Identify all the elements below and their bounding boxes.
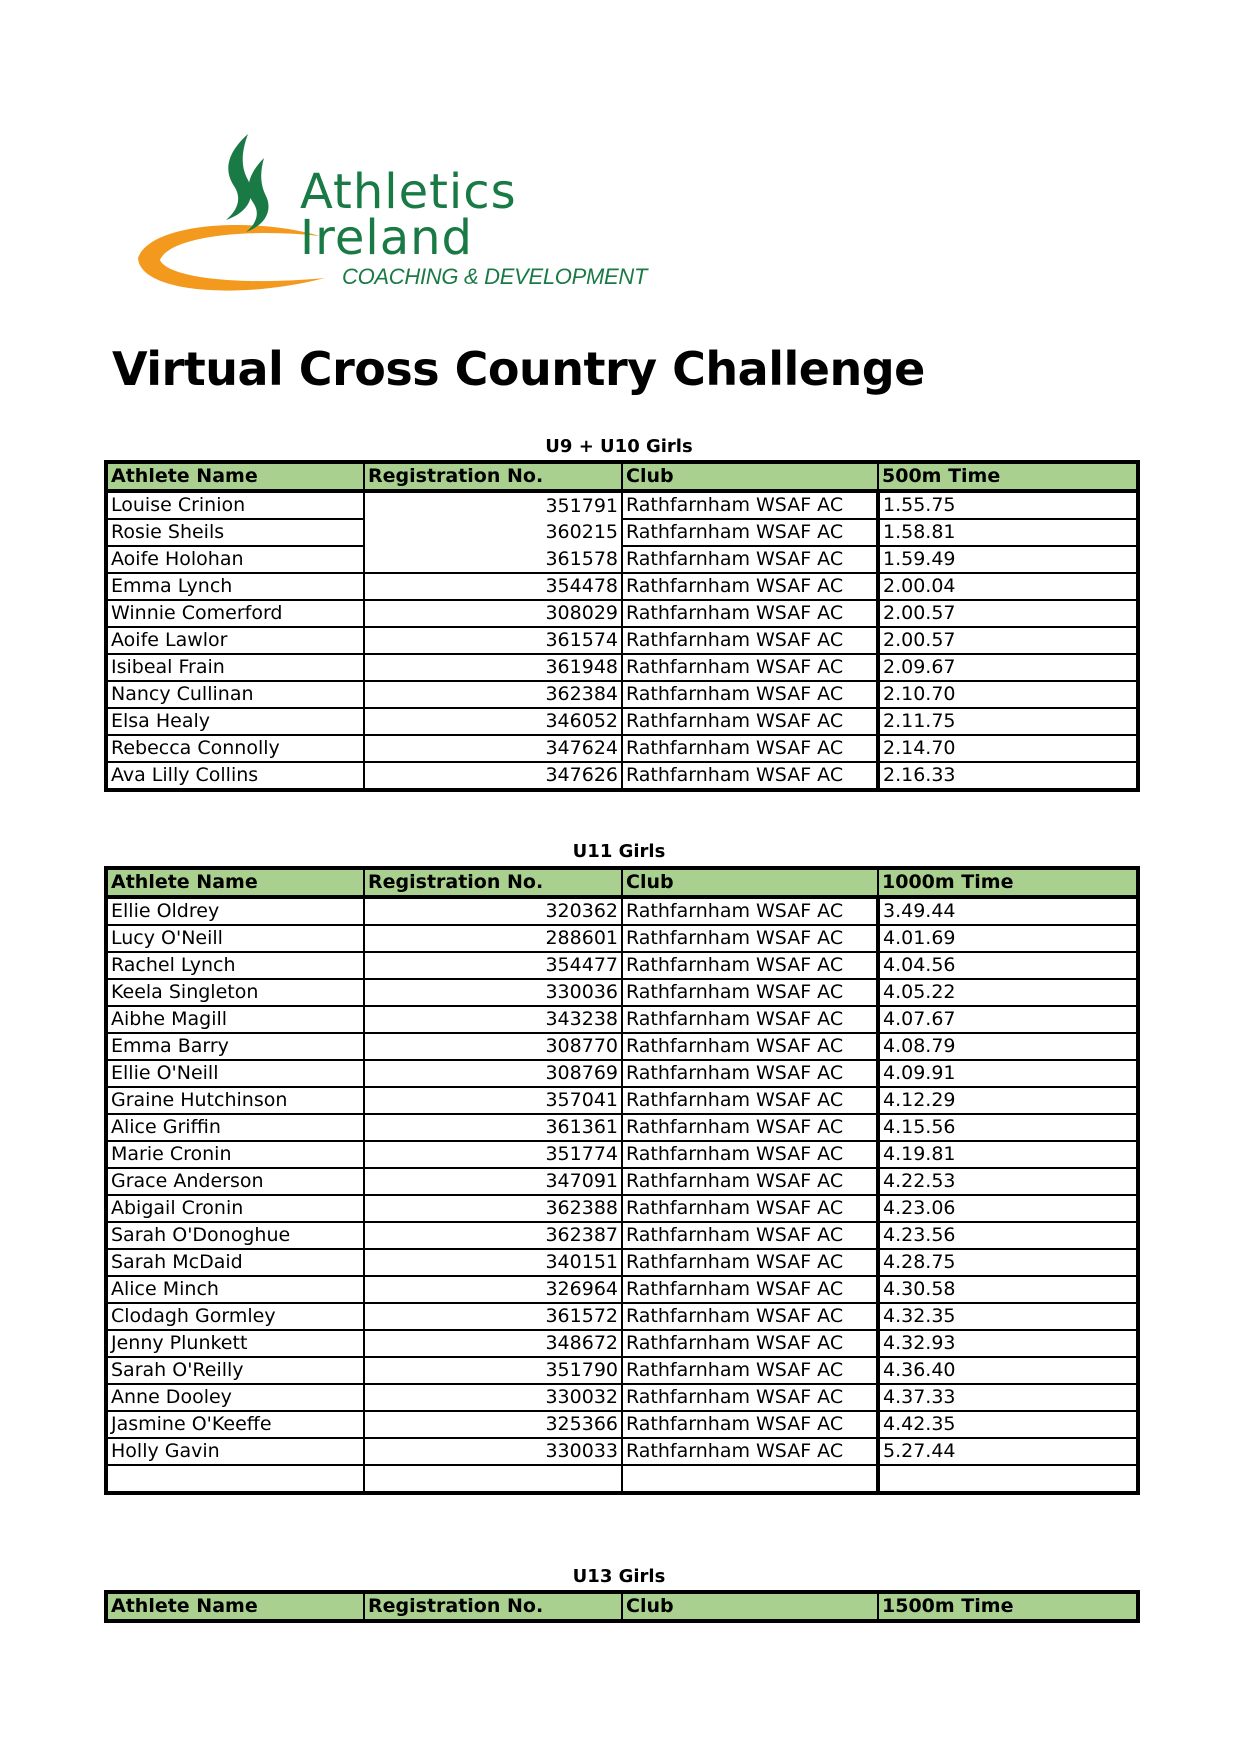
cell-club: Rathfarnham WSAF AC xyxy=(622,762,878,790)
cell-time xyxy=(878,1465,1138,1493)
cell-time: 2.16.33 xyxy=(878,762,1138,790)
header-row xyxy=(106,1592,1138,1621)
cell-club: Rathfarnham WSAF AC xyxy=(622,1249,878,1276)
cell-athlete-name: Isibeal Frain xyxy=(106,654,364,681)
logo-line-athletics: Athletics xyxy=(300,164,517,220)
cell-athlete-name: Clodagh Gormley xyxy=(106,1303,364,1330)
cell-athlete-name: Lucy O'Neill xyxy=(106,925,364,952)
cell-registration-no: 351790 xyxy=(364,1357,622,1384)
column-header-registration-no: Registration No. xyxy=(364,1592,622,1621)
cell-registration-no: 361572 xyxy=(364,1303,622,1330)
section-title-u9-u10: U9 + U10 Girls xyxy=(545,436,693,457)
cell-club: Rathfarnham WSAF AC xyxy=(622,1384,878,1411)
cell-registration-no: 362388 xyxy=(364,1195,622,1222)
cell-registration-no: 326964 xyxy=(364,1276,622,1303)
cell-athlete-name: Jasmine O'Keeffe xyxy=(106,1411,364,1438)
cell-time: 4.04.56 xyxy=(878,952,1138,979)
table-row xyxy=(106,1006,1138,1033)
cell-time: 4.36.40 xyxy=(878,1357,1138,1384)
cell-athlete-name: Aoife Holohan xyxy=(106,546,364,573)
table-row xyxy=(106,735,1138,762)
table-row xyxy=(106,762,1138,790)
table-row xyxy=(106,952,1138,979)
table-row xyxy=(106,1060,1138,1087)
cell-athlete-name: Rosie Sheils xyxy=(106,519,364,546)
column-header-time: 500m Time xyxy=(878,462,1138,491)
cell-registration-no: 361578 xyxy=(364,546,622,573)
cell-club: Rathfarnham WSAF AC xyxy=(622,1195,878,1222)
cell-athlete-name: Grace Anderson xyxy=(106,1168,364,1195)
header-row xyxy=(106,462,1138,491)
table-row xyxy=(106,600,1138,627)
column-header-athlete-name: Athlete Name xyxy=(106,1592,364,1621)
cell-club: Rathfarnham WSAF AC xyxy=(622,654,878,681)
cell-athlete-name: Alice Minch xyxy=(106,1276,364,1303)
cell-registration-no: 351791 xyxy=(364,491,622,519)
cell-club: Rathfarnham WSAF AC xyxy=(622,681,878,708)
header-row xyxy=(106,868,1138,897)
cell-club: Rathfarnham WSAF AC xyxy=(622,600,878,627)
table-row xyxy=(106,1033,1138,1060)
cell-athlete-name: Emma Lynch xyxy=(106,573,364,600)
cell-athlete-name: Elsa Healy xyxy=(106,708,364,735)
cell-athlete-name: Abigail Cronin xyxy=(106,1195,364,1222)
cell-time: 4.08.79 xyxy=(878,1033,1138,1060)
cell-club: Rathfarnham WSAF AC xyxy=(622,979,878,1006)
cell-club: Rathfarnham WSAF AC xyxy=(622,1438,878,1465)
table-row xyxy=(106,519,1138,546)
table-row xyxy=(106,897,1138,925)
cell-athlete-name: Winnie Comerford xyxy=(106,600,364,627)
table-row xyxy=(106,1195,1138,1222)
cell-registration-no: 361361 xyxy=(364,1114,622,1141)
results-table-u9-u10 xyxy=(104,460,1140,792)
cell-time: 1.59.49 xyxy=(878,546,1138,573)
cell-athlete-name: Aoife Lawlor xyxy=(106,627,364,654)
cell-registration-no: 351774 xyxy=(364,1141,622,1168)
cell-athlete-name: Sarah McDaid xyxy=(106,1249,364,1276)
cell-registration-no: 308770 xyxy=(364,1033,622,1060)
table-row xyxy=(106,1357,1138,1384)
cell-time: 2.00.04 xyxy=(878,573,1138,600)
cell-registration-no: 325366 xyxy=(364,1411,622,1438)
table-row xyxy=(106,654,1138,681)
table-row xyxy=(106,546,1138,573)
cell-registration-no: 354478 xyxy=(364,573,622,600)
table-row xyxy=(106,1249,1138,1276)
cell-registration-no: 347626 xyxy=(364,762,622,790)
table-row xyxy=(106,627,1138,654)
logo-line-ireland: Ireland xyxy=(300,210,474,266)
column-header-time: 1000m Time xyxy=(878,868,1138,897)
cell-athlete-name: Aibhe Magill xyxy=(106,1006,364,1033)
cell-time: 4.30.58 xyxy=(878,1276,1138,1303)
cell-time: 4.01.69 xyxy=(878,925,1138,952)
table-row xyxy=(106,1087,1138,1114)
cell-time: 4.15.56 xyxy=(878,1114,1138,1141)
cell-time: 4.32.93 xyxy=(878,1330,1138,1357)
table-row xyxy=(106,1411,1138,1438)
cell-registration-no: 320362 xyxy=(364,897,622,925)
cell-time: 2.14.70 xyxy=(878,735,1138,762)
table-row xyxy=(106,573,1138,600)
cell-registration-no: 330036 xyxy=(364,979,622,1006)
cell-club: Rathfarnham WSAF AC xyxy=(622,519,878,546)
cell-time: 4.12.29 xyxy=(878,1087,1138,1114)
table-row xyxy=(106,491,1138,519)
cell-registration-no: 361574 xyxy=(364,627,622,654)
cell-athlete-name: Anne Dooley xyxy=(106,1384,364,1411)
page-title: Virtual Cross Country Challenge xyxy=(112,342,925,396)
results-table-u11 xyxy=(104,866,1140,1495)
cell-time: 5.27.44 xyxy=(878,1438,1138,1465)
cell-registration-no: 308029 xyxy=(364,600,622,627)
athletics-ireland-logo xyxy=(130,128,690,318)
cell-club: Rathfarnham WSAF AC xyxy=(622,1006,878,1033)
cell-athlete-name: Emma Barry xyxy=(106,1033,364,1060)
cell-time: 4.07.67 xyxy=(878,1006,1138,1033)
cell-registration-no: 357041 xyxy=(364,1087,622,1114)
cell-time: 1.58.81 xyxy=(878,519,1138,546)
cell-time: 2.10.70 xyxy=(878,681,1138,708)
cell-time: 2.00.57 xyxy=(878,627,1138,654)
column-header-club: Club xyxy=(622,462,878,491)
cell-club: Rathfarnham WSAF AC xyxy=(622,1087,878,1114)
cell-club: Rathfarnham WSAF AC xyxy=(622,1168,878,1195)
cell-athlete-name: Ellie O'Neill xyxy=(106,1060,364,1087)
cell-registration-no: 330033 xyxy=(364,1438,622,1465)
table-row xyxy=(106,1303,1138,1330)
results-table-u13 xyxy=(104,1590,1140,1623)
cell-time: 2.11.75 xyxy=(878,708,1138,735)
column-header-athlete-name: Athlete Name xyxy=(106,462,364,491)
table-row xyxy=(106,1465,1138,1493)
cell-club: Rathfarnham WSAF AC xyxy=(622,925,878,952)
table-row xyxy=(106,1141,1138,1168)
table-row xyxy=(106,1222,1138,1249)
cell-athlete-name: Jenny Plunkett xyxy=(106,1330,364,1357)
cell-time: 4.19.81 xyxy=(878,1141,1138,1168)
cell-time: 4.23.56 xyxy=(878,1222,1138,1249)
table-row xyxy=(106,1276,1138,1303)
cell-registration-no: 362387 xyxy=(364,1222,622,1249)
cell-club: Rathfarnham WSAF AC xyxy=(622,952,878,979)
cell-time: 1.55.75 xyxy=(878,491,1138,519)
cell-time: 2.00.57 xyxy=(878,600,1138,627)
cell-athlete-name: Rachel Lynch xyxy=(106,952,364,979)
cell-club: Rathfarnham WSAF AC xyxy=(622,573,878,600)
column-header-registration-no: Registration No. xyxy=(364,462,622,491)
table-row xyxy=(106,1330,1138,1357)
table-row xyxy=(106,1438,1138,1465)
cell-time: 4.09.91 xyxy=(878,1060,1138,1087)
cell-club: Rathfarnham WSAF AC xyxy=(622,1141,878,1168)
cell-athlete-name: Graine Hutchinson xyxy=(106,1087,364,1114)
cell-registration-no: 340151 xyxy=(364,1249,622,1276)
table-row xyxy=(106,925,1138,952)
cell-registration-no: 348672 xyxy=(364,1330,622,1357)
cell-registration-no: 330032 xyxy=(364,1384,622,1411)
cell-club: Rathfarnham WSAF AC xyxy=(622,1411,878,1438)
cell-club: Rathfarnham WSAF AC xyxy=(622,1222,878,1249)
section-title-u13: U13 Girls xyxy=(572,1566,666,1587)
cell-registration-no: 361948 xyxy=(364,654,622,681)
cell-athlete-name: Rebecca Connolly xyxy=(106,735,364,762)
cell-time: 4.37.33 xyxy=(878,1384,1138,1411)
cell-athlete-name: Ava Lilly Collins xyxy=(106,762,364,790)
table-row xyxy=(106,1114,1138,1141)
section-title-u11: U11 Girls xyxy=(572,841,666,862)
cell-athlete-name: Marie Cronin xyxy=(106,1141,364,1168)
cell-time: 4.22.53 xyxy=(878,1168,1138,1195)
cell-registration-no: 347624 xyxy=(364,735,622,762)
cell-club: Rathfarnham WSAF AC xyxy=(622,897,878,925)
cell-registration-no: 362384 xyxy=(364,681,622,708)
cell-time: 4.05.22 xyxy=(878,979,1138,1006)
cell-athlete-name: Sarah O'Donoghue xyxy=(106,1222,364,1249)
cell-club: Rathfarnham WSAF AC xyxy=(622,546,878,573)
cell-club: Rathfarnham WSAF AC xyxy=(622,708,878,735)
table-row xyxy=(106,1168,1138,1195)
cell-club: Rathfarnham WSAF AC xyxy=(622,1330,878,1357)
cell-athlete-name: Alice Griffin xyxy=(106,1114,364,1141)
cell-club: Rathfarnham WSAF AC xyxy=(622,735,878,762)
cell-time: 3.49.44 xyxy=(878,897,1138,925)
cell-athlete-name: Ellie Oldrey xyxy=(106,897,364,925)
cell-registration-no: 288601 xyxy=(364,925,622,952)
cell-registration-no xyxy=(364,1465,622,1493)
cell-time: 4.32.35 xyxy=(878,1303,1138,1330)
cell-club: Rathfarnham WSAF AC xyxy=(622,491,878,519)
cell-club: Rathfarnham WSAF AC xyxy=(622,627,878,654)
cell-athlete-name: Louise Crinion xyxy=(106,491,364,519)
table-row xyxy=(106,979,1138,1006)
cell-club: Rathfarnham WSAF AC xyxy=(622,1276,878,1303)
cell-registration-no: 360215 xyxy=(364,519,622,546)
cell-athlete-name: Sarah O'Reilly xyxy=(106,1357,364,1384)
cell-athlete-name: Nancy Cullinan xyxy=(106,681,364,708)
cell-club: Rathfarnham WSAF AC xyxy=(622,1357,878,1384)
cell-time: 4.28.75 xyxy=(878,1249,1138,1276)
cell-time: 4.42.35 xyxy=(878,1411,1138,1438)
cell-time: 2.09.67 xyxy=(878,654,1138,681)
cell-registration-no: 346052 xyxy=(364,708,622,735)
cell-athlete-name xyxy=(106,1465,364,1493)
cell-registration-no: 308769 xyxy=(364,1060,622,1087)
column-header-club: Club xyxy=(622,1592,878,1621)
cell-registration-no: 347091 xyxy=(364,1168,622,1195)
cell-club: Rathfarnham WSAF AC xyxy=(622,1060,878,1087)
table-row xyxy=(106,708,1138,735)
cell-time: 4.23.06 xyxy=(878,1195,1138,1222)
column-header-time: 1500m Time xyxy=(878,1592,1138,1621)
cell-registration-no: 354477 xyxy=(364,952,622,979)
cell-club xyxy=(622,1465,878,1493)
column-header-club: Club xyxy=(622,868,878,897)
column-header-athlete-name: Athlete Name xyxy=(106,868,364,897)
cell-registration-no: 343238 xyxy=(364,1006,622,1033)
cell-club: Rathfarnham WSAF AC xyxy=(622,1033,878,1060)
logo-subtitle: COACHING & DEVELOPMENT xyxy=(342,264,648,289)
table-row xyxy=(106,1384,1138,1411)
cell-club: Rathfarnham WSAF AC xyxy=(622,1303,878,1330)
column-header-registration-no: Registration No. xyxy=(364,868,622,897)
table-row xyxy=(106,681,1138,708)
cell-athlete-name: Holly Gavin xyxy=(106,1438,364,1465)
cell-club: Rathfarnham WSAF AC xyxy=(622,1114,878,1141)
cell-athlete-name: Keela Singleton xyxy=(106,979,364,1006)
